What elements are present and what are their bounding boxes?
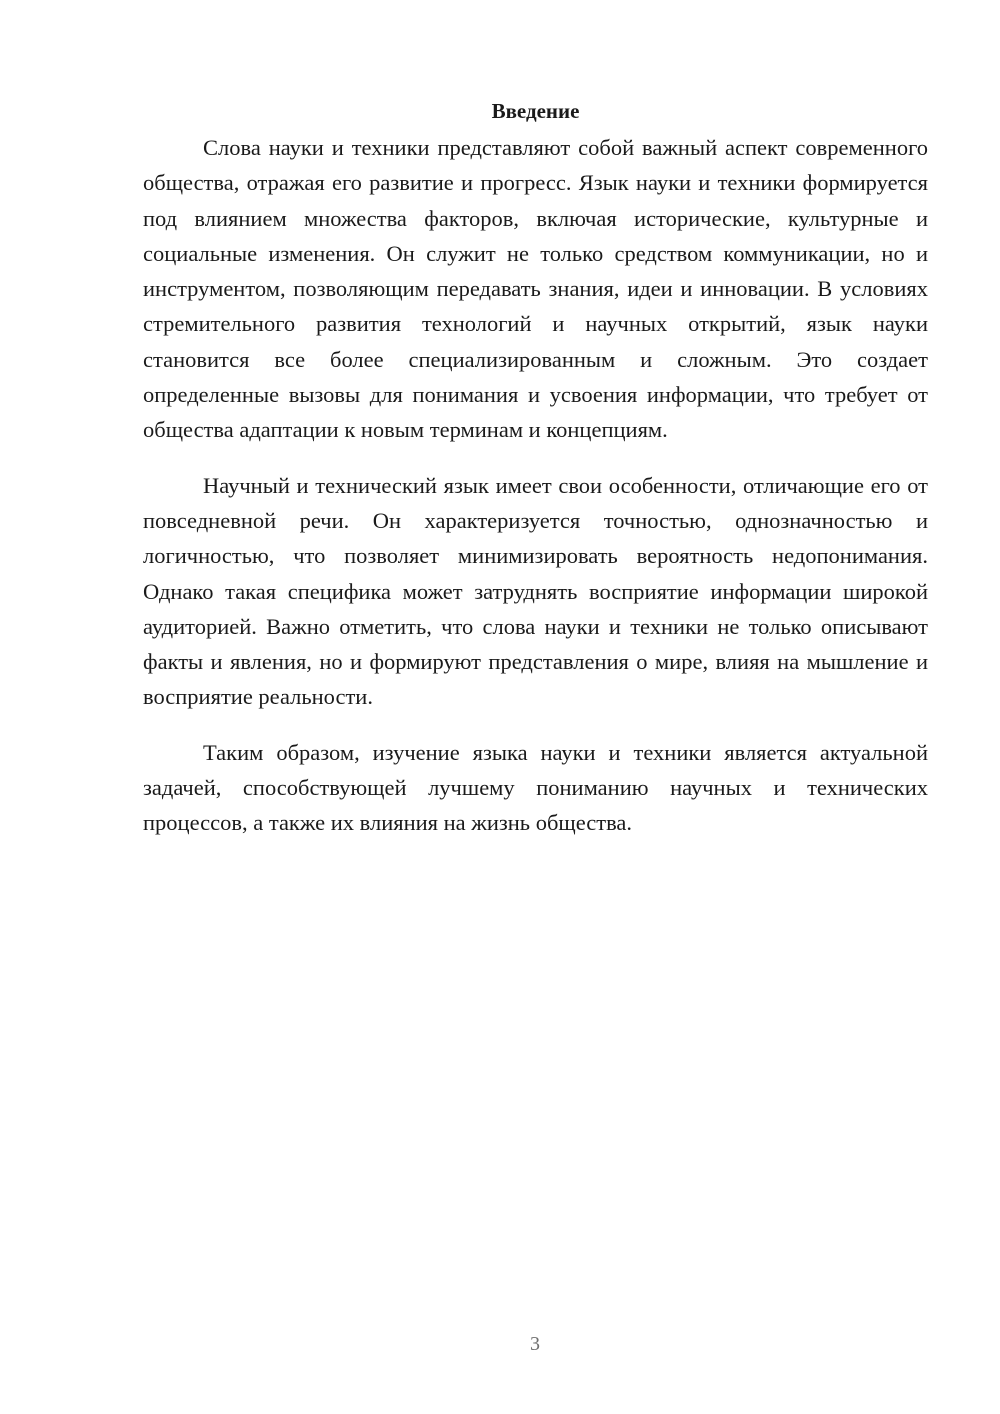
page-content (143, 92, 928, 841)
page-number: 3 (530, 1333, 540, 1355)
section-heading: Введение (491, 99, 580, 123)
paragraph-3: Таким образом, изучение языка науки и техники является актуальной задачей, способствующей лучшему пониманию научных и технических процессов, а также их влияния на жизнь общества. (143, 739, 928, 836)
paragraph-1: Слова науки и техники представляют собой важный аспект современного общества, отражая его развитие и прогресс. Язык науки и техники формируется под влиянием множества факторов, включая исторические, культурные и социальные изменения. Он служит не только средством коммуникации, но и инструментом, позволяющим передавать знания, идеи и инновации. В условиях стремительного развития технологий и научных открытий, язык науки становится все более специализированным и сложным. Это создает определенные вызовы для понимания и усвоения информации, что требует от общества адаптации к новым терминам и концепциям. (143, 135, 928, 443)
paragraph-2: Научный и технический язык имеет свои особенности, отличающие его от повседневной речи. Он характеризуется точностью, однозначностью и логичностью, что позволяет минимизировать вероятность недопонимания. Однако такая специфика может затруднять восприятие информации широкой аудиторией. Важно отметить, что слова науки и техники не только описывают факты и явления, но и формируют представления о мире, влияя на мышление и восприятие реальности. (143, 472, 928, 710)
